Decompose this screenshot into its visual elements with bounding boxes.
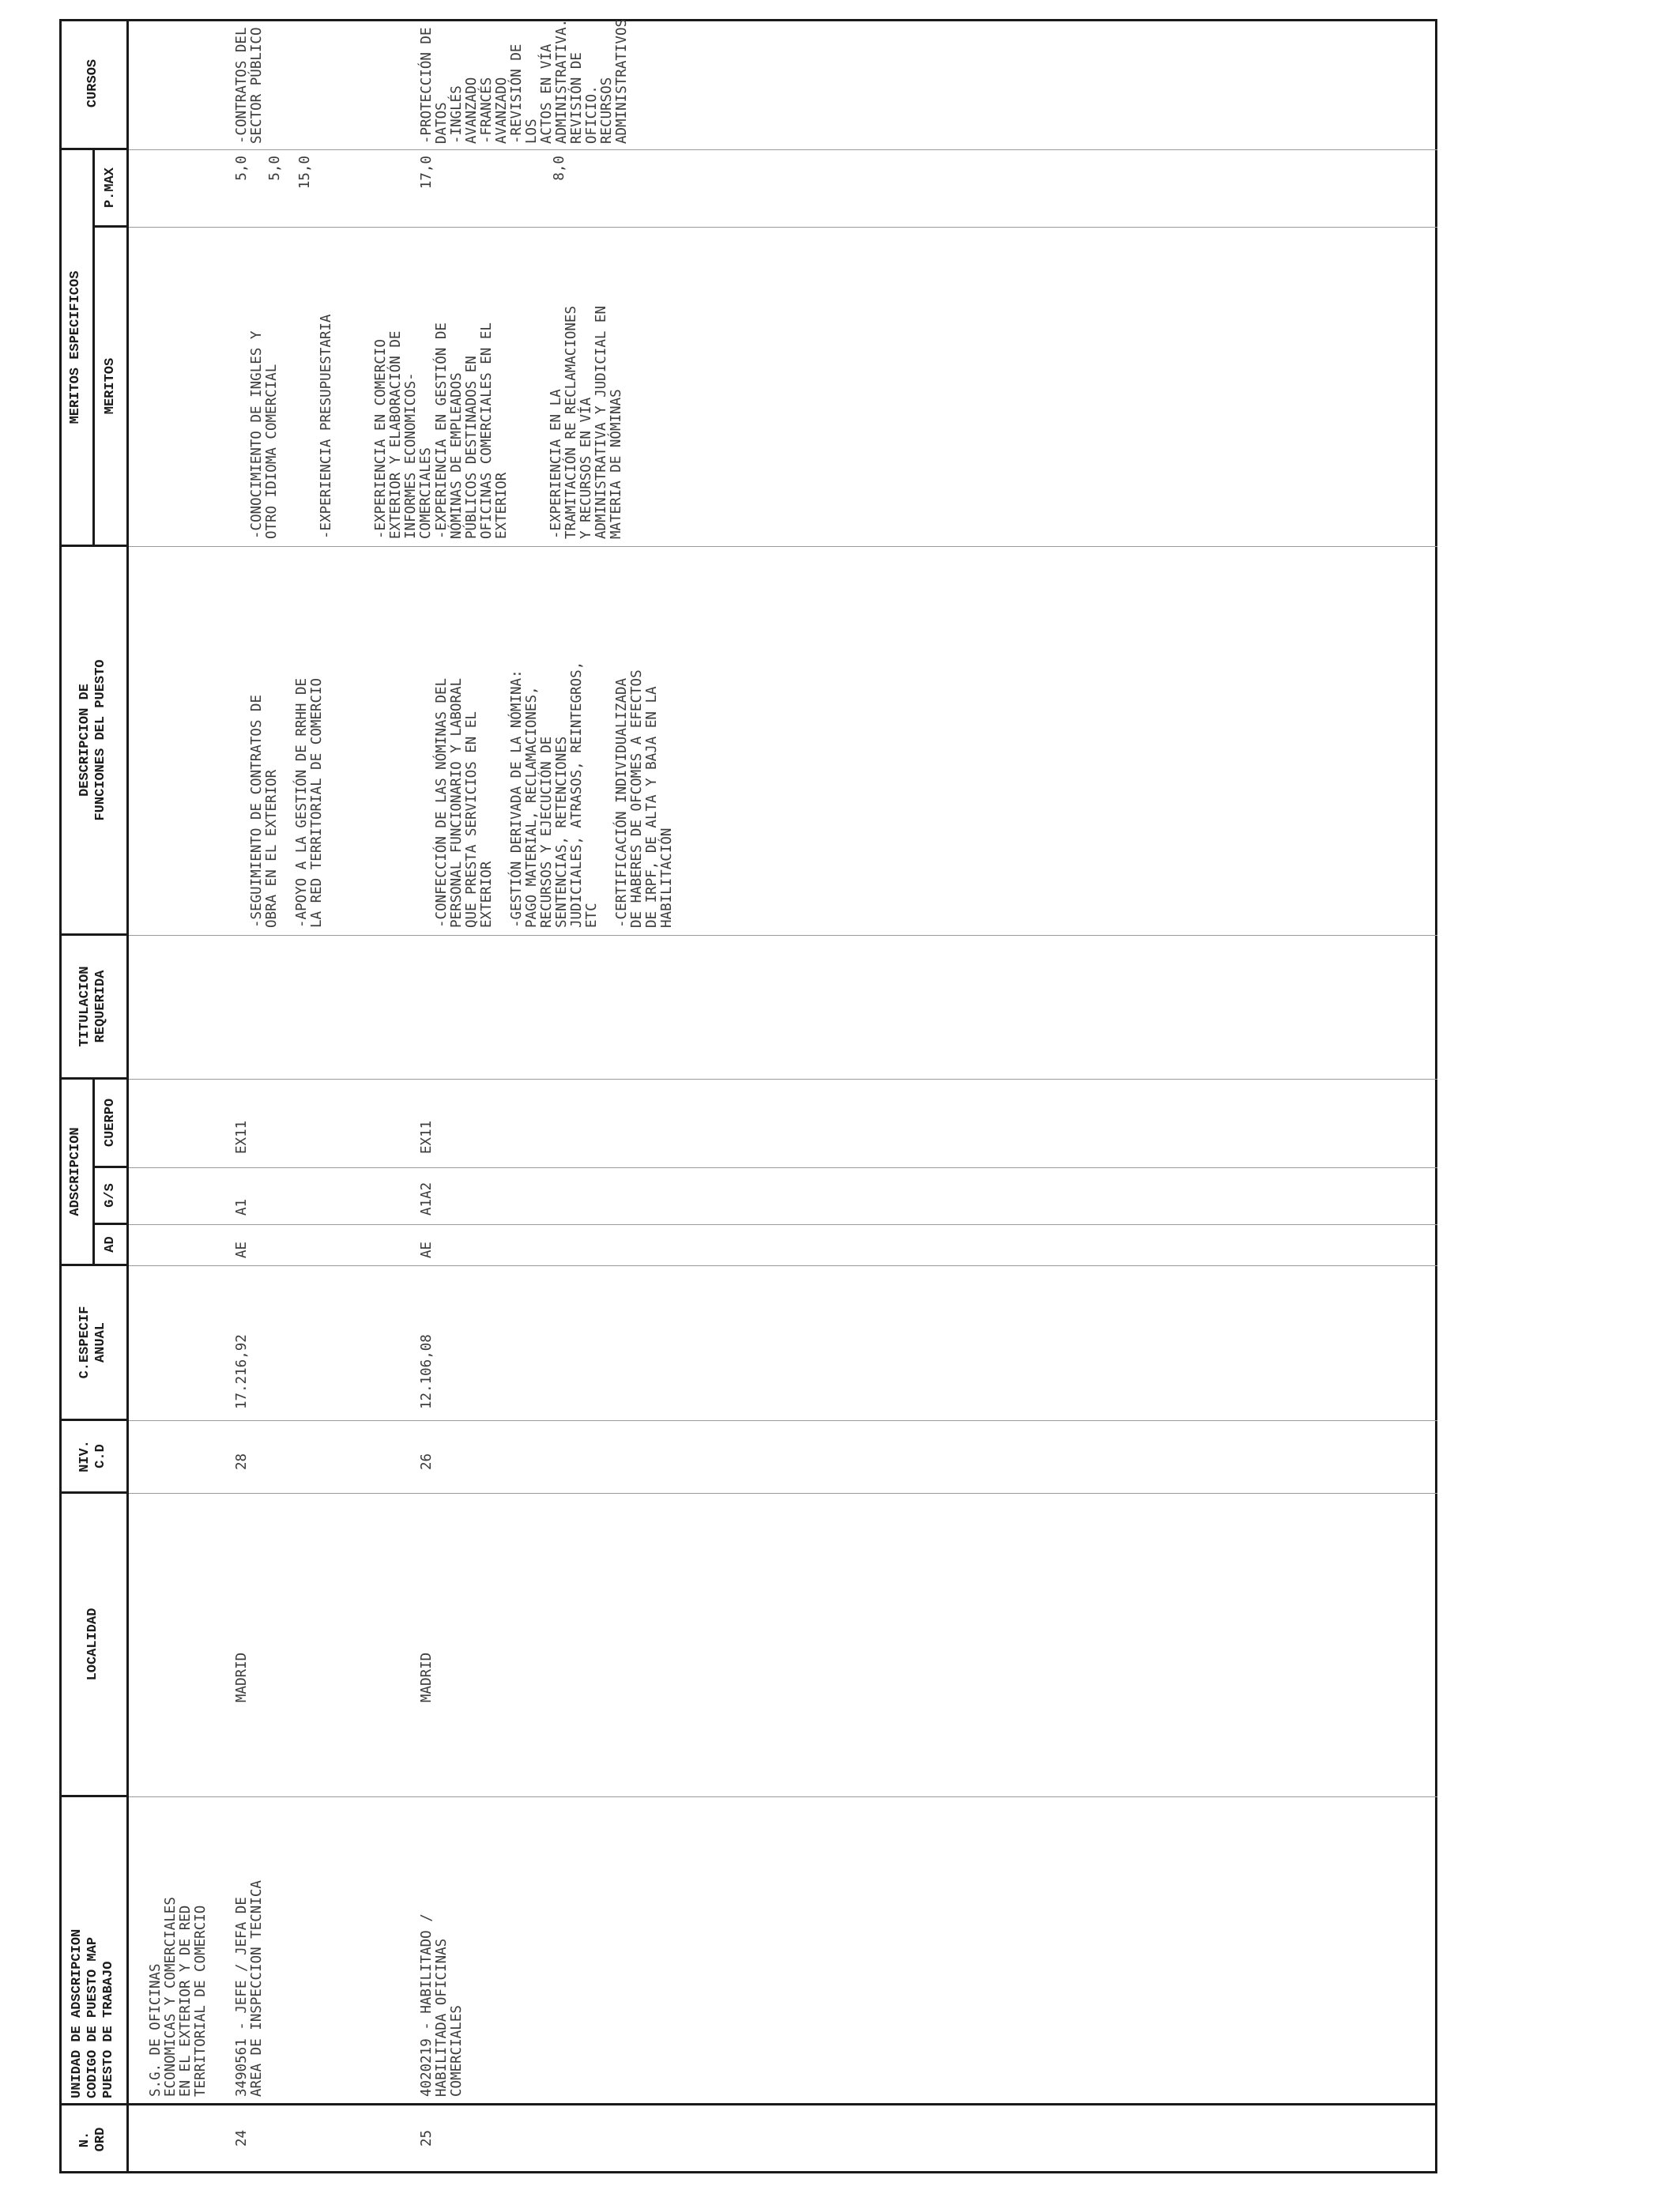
row-25-merito-item: -EXPERIENCIA EN LA TRAMITACIÓN RE RECLAMACIONES Y RECURSOS EN VÍA ADMINISTRATIVA Y JUDICIAL EN MATERIA DE NÓMINAS (548, 305, 624, 539)
header-unidad: UNIDAD DE ADSCRIPCION CODIGO DE PUESTO MAP PUESTO DE TRABAJO (69, 1928, 116, 2098)
col-rule-1 (59, 2103, 1437, 2105)
row-24-gs: A1 (234, 1198, 250, 1216)
row-24-merito-item: -EXPERIENCIA EN COMERCIO EXTERIOR Y ELABORACIÓN DE INFORMES ECONOMICOS- COMERCIALES (373, 330, 434, 539)
row-25-niv: 26 (419, 1453, 435, 1470)
header-meritos: MERITOS (103, 357, 118, 415)
header-gs: G/S (103, 1183, 118, 1208)
row-25-pmax-2: 8,0 (552, 156, 567, 181)
rpt-table (59, 19, 1437, 2173)
row-24-pmax-3: 15,0 (297, 156, 313, 190)
row-24-cursos: -CONTRATOS DEL SECTOR PÚBLICO (234, 27, 265, 144)
row-25-puesto: 4020219 - HABILITADO / HABILITADA OFICINAS COMERCIALES (419, 1913, 465, 2097)
header-cuerpo: CUERPO (103, 1098, 118, 1148)
header-ad: AD (103, 1236, 118, 1253)
col-rule-2-head (59, 1795, 129, 1797)
row-24-n-ord: 24 (234, 2129, 250, 2147)
row-25-descripcion-item: -CONFECCIÓN DE LAS NÓMINAS DEL PERSONAL FUNCIONARIO Y LABORAL QUE PRESTA SERVICIOS EN EL EXTERIOR (434, 677, 495, 928)
row-25-gs: A1A2 (419, 1182, 435, 1216)
col-rule-5 (129, 1265, 1437, 1266)
row-24-puesto: 3490561 - JEFE / JEFA DE AREA DE INSPECCION TECNICA (234, 1880, 265, 2097)
row-25-cursos: -PROTECCIÓN DE DATOS -INGLÉS AVANZADO -FRANCÉS AVANZADO -REVISIÓN DE LOS ACTOS EN VÍA ADMINISTRATIVA. REVISIÓN DE OFICIO. RECURSOS ADMINISTRATIVOS (419, 18, 630, 144)
header-n-ord: N. ORD (77, 2127, 108, 2152)
row-24-merito-item: -EXPERIENCIA PRESUPUESTARIA (318, 314, 334, 539)
header-niv: NIV. C.D (77, 1440, 108, 1472)
row-24-merito-item: -CONOCIMIENTO DE INGLES Y OTRO IDIOMA COMERCIAL (249, 330, 280, 539)
header-cursos: CURSOS (85, 58, 100, 108)
row-25-localidad: MADRID (419, 1652, 435, 1702)
row-25-descripcion-item: -CERTIFICACIÓN INDIVIDUALIZADA DE HABERES DE OFCOMES A EFECTOS DE IRPF, DE ALTA Y BAJA EN LA HABILITACIÓN (614, 669, 675, 928)
header-descripcion: DESCRIPCION DE FUNCIONES DEL PUESTO (77, 659, 108, 821)
row-24-cuerpo: EX11 (234, 1120, 250, 1154)
row-24-descripcion (235, 548, 340, 928)
row-24-localidad: MADRID (234, 1652, 250, 1702)
row-25-meritos (420, 229, 639, 539)
col-rule-4 (129, 1420, 1437, 1421)
col-rule-10 (129, 546, 1437, 547)
row-24-pmax-2: 5,0 (267, 156, 283, 181)
col-rule-3 (129, 1493, 1437, 1494)
header-adscripcion: ADSCRIPCION (68, 1127, 83, 1216)
col-rule-8 (129, 1079, 1437, 1080)
unit-title: S.G. DE OFICINAS ECONOMICAS Y COMERCIALES EN EL EXTERIOR Y DE RED TERRITORIAL DE COMERCIO (148, 1897, 209, 2097)
row-25-ad: AE (419, 1241, 435, 1258)
col-rule-6 (129, 1224, 1437, 1225)
row-25-merito-item: -EXPERIENCIA EN GESTIÓN DE NÓMINAS DE EMPLEADOS PÚBLICOS DESTINADOS EN OFICINAS COMERCIALES EN EL EXTERIOR (434, 322, 510, 539)
row-25-cuerpo: EX11 (419, 1120, 435, 1154)
row-24-c-especif: 17.216,92 (234, 1334, 250, 1409)
row-25-descripcion-item: -GESTIÓN DERIVADA DE LA NÓMINA: PAGO MATERIAL, RECLAMACIONES, RECURSOS Y EJECUCIÓN DE SENTENCIAS, RETENCIONES JUDICIALES, ATRASOS, REINTEGROS, ETC (509, 661, 600, 928)
header-bottom-rule (126, 19, 129, 2173)
header-c-especif: C.ESPECIF ANUAL (77, 1306, 108, 1379)
row-24-ad: AE (234, 1241, 250, 1258)
row-25-descripcion (420, 548, 690, 928)
header-meritos-especificos: MERITOS ESPECIFICOS (68, 270, 83, 424)
header-localidad: LOCALIDAD (85, 1608, 100, 1681)
row-25-c-especif: 12.106,08 (419, 1334, 435, 1409)
col-rule-2 (129, 1796, 1437, 1797)
header-titulacion: TITULACION REQUERIDA (77, 966, 108, 1047)
col-rule-11 (129, 227, 1437, 228)
row-25-n-ord: 25 (419, 2129, 435, 2147)
row-24-pmax-1: 5,0 (234, 156, 250, 181)
row-24-meritos (235, 229, 449, 539)
row-24-niv: 28 (234, 1453, 250, 1470)
row-24-descripcion-item: -APOYO A LA GESTIÓN DE RRHH DE LA RED TERRITORIAL DE COMERCIO (294, 677, 325, 928)
col-rule-7 (129, 1167, 1437, 1168)
row-25-pmax-1: 17,0 (419, 156, 435, 190)
row-24-descripcion-item: -SEGUIMIENTO DE CONTRATOS DE OBRA EN EL EXTERIOR (249, 694, 280, 928)
col-rule-9 (129, 935, 1437, 936)
col-rule-12 (129, 149, 1437, 150)
header-pmax: P.MAX (103, 168, 118, 209)
